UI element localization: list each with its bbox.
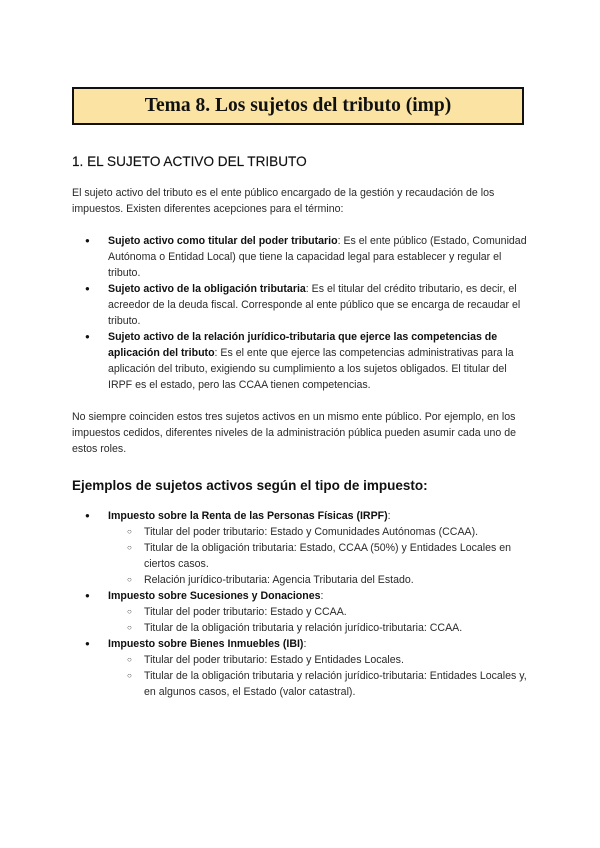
sub-list (108, 652, 528, 700)
item-text: : Es el titular del crédito tributario, es decir, el acreedor de la deuda fiscal. Corresponde al ente público que se encarga de recaudar el tributo. (108, 283, 521, 327)
colon: : (303, 638, 307, 650)
sub-item: ○ Titular del poder tributario: Estado y Entidades Locales. (108, 652, 528, 668)
list-item (72, 281, 528, 329)
list-item (72, 636, 528, 700)
intro-paragraph: El sujeto activo del tributo es el ente público encargado de la gestión y recaudación de los impuestos. Existen diferentes acepciones para el término: (72, 187, 495, 215)
sub-item: ○ Titular de la obligación tributaria y relación jurídico-tributaria: CCAA. (108, 620, 528, 636)
tax-label: Impuesto sobre Bienes Inmuebles (IBI) (108, 638, 304, 650)
colon: : (320, 590, 324, 602)
tax-label: Impuesto sobre la Renta de las Personas Físicas (IRPF) (108, 510, 388, 522)
closing-paragraph: No siempre coinciden estos tres sujetos activos en un mismo ente público. Por ejemplo, en los impuestos cedidos, diferentes niveles de la administración pública pueden asumir cada uno de estos roles. (72, 411, 517, 455)
item-text: : Es el ente que ejerce las competencias administrativas para la aplicación del tributo, exigiendo su cumplimiento a los sujetos obligados. El titular del IRPF es el estado, pero las CCAA tienen competencias. (108, 347, 514, 391)
list-item (72, 233, 528, 281)
sub-list (108, 604, 528, 636)
section-heading-sujeto-activo: 1. EL SUJETO ACTIVO DEL TRIBUTO (72, 154, 307, 169)
item-label: Sujeto activo como titular del poder tributario (108, 235, 338, 247)
list-item (72, 329, 528, 393)
sub-item: ○ Relación jurídico-tributaria: Agencia Tributaria del Estado. (108, 572, 528, 588)
title-box (72, 87, 524, 125)
item-text: : Es el ente público (Estado, Comunidad Autónoma o Entidad Local) que tiene la capacidad legal para establecer y regular el tributo. (108, 235, 527, 279)
sub-item: ○ Titular de la obligación tributaria: Estado, CCAA (50%) y Entidades Locales en ciertos casos. (108, 540, 528, 572)
sub-item: ○ Titular del poder tributario: Estado y Comunidades Autónomas (CCAA). (108, 524, 528, 540)
colon: : (387, 510, 391, 522)
acepciones-list (72, 233, 528, 393)
item-label: Sujeto activo de la obligación tributaria (108, 283, 306, 295)
list-item (72, 588, 528, 636)
taxes-list (72, 508, 528, 700)
item-label: Sujeto activo de la relación jurídico-tributaria que ejerce las competencias de aplicación del tributo (108, 331, 498, 359)
page-title: Tema 8. Los sujetos del tributo (imp) (144, 95, 452, 116)
sub-item: ○ Titular del poder tributario: Estado y CCAA. (108, 604, 528, 620)
tax-label: Impuesto sobre Sucesiones y Donaciones (108, 590, 321, 602)
list-item (72, 508, 528, 588)
sub-list (108, 524, 528, 588)
sub-item: ○ Titular de la obligación tributaria y relación jurídico-tributaria: Entidades Locales y, en algunos casos, el Estado (valor catastral). (108, 668, 528, 700)
section-heading-ejemplos: Ejemplos de sujetos activos según el tipo de impuesto: (72, 478, 428, 493)
content (72, 151, 528, 700)
